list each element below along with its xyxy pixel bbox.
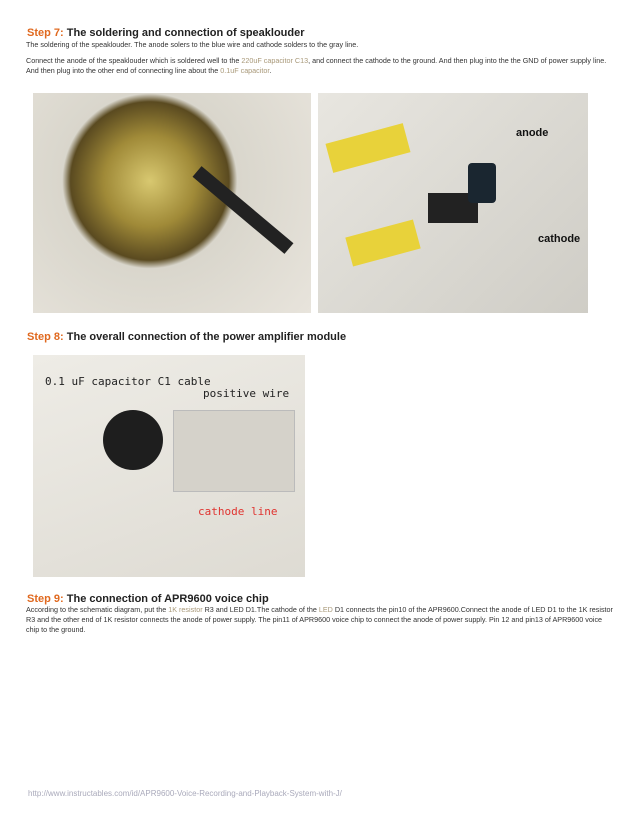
capacitor-link[interactable]: 220uF capacitor C13	[241, 56, 309, 65]
step7-paragraph-2: Connect the anode of the speaklouder which is soldered well to the 220uF capacitor C13, and connect the cathode to the ground. And then plug into the the GND of power supply line. And then plug into the other end of connecting line about the 0.1uF capacitor.	[26, 56, 607, 75]
step7-heading: Step 7: The soldering and connection of speaklouder	[27, 27, 305, 39]
anode-label: anode	[516, 127, 549, 139]
resistor-link[interactable]: 1K resistor	[168, 605, 203, 614]
cathode-label: cathode	[538, 233, 581, 245]
positive-wire-label: positive wire	[203, 387, 290, 400]
cathode-line-label: cathode line	[198, 505, 278, 518]
capacitor-cable-label: 0.1 uF capacitor C1 cable	[45, 375, 211, 388]
capacitor-link-2[interactable]: 0.1uF capacitor	[220, 66, 270, 75]
led-link[interactable]: LED	[318, 605, 333, 614]
step8-heading: Step 8: The overall connection of the power amplifier module	[27, 331, 347, 343]
source-url[interactable]: http://www.instructables.com/id/APR9600-Voice-Recording-and-Playback-System-with-J/	[28, 789, 342, 798]
speaker-soldering-photo	[33, 93, 311, 313]
step9-paragraph: According to the schematic diagram, put the 1K resistor R3 and LED D1.The cathode of the LED D1 connects the pin10 of the APR9600.Connect the anode of LED D1 to the 1K resistor R3 and the other end of 1K resistor connects the anode of power supply. The pin11 of APR9600 voice chip to connect the anode of power supply. Pin 12 and pin13 of APR9600 voice chip to the ground.	[26, 605, 613, 634]
step7-paragraph-1: The soldering of the speaklouder. The anode solers to the blue wire and cathode solders to the gray line.	[26, 40, 359, 49]
breadboard-photo	[318, 93, 588, 313]
overall-connection-photo	[33, 355, 305, 577]
step9-heading: Step 9: The connection of APR9600 voice chip	[27, 593, 269, 605]
